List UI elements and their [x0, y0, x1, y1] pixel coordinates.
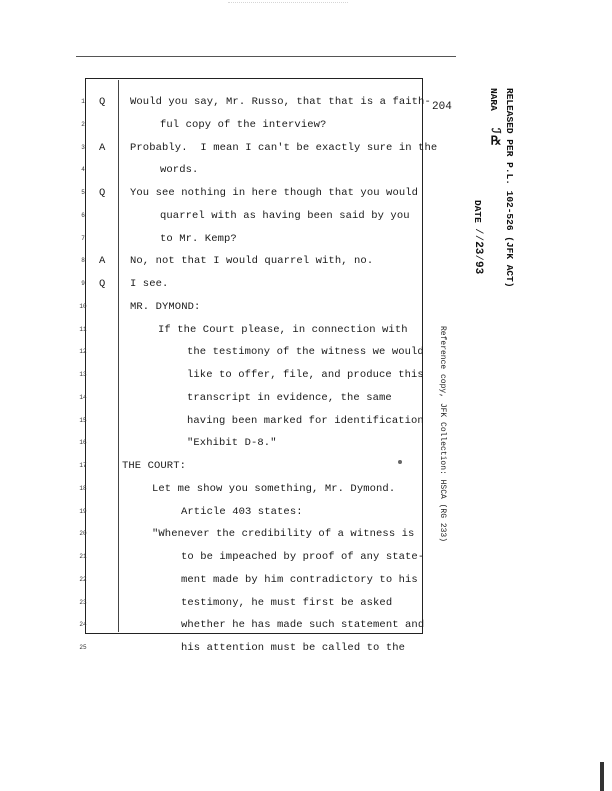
line-number: 9 — [81, 280, 85, 287]
line-number: 17 — [79, 462, 87, 469]
transcript-line-text: Probably. I mean I can't be exactly sure in the — [130, 141, 438, 154]
transcript-line-text: Would you say, Mr. Russo, that that is a faith- — [130, 96, 431, 108]
scan-edge-mark — [600, 762, 604, 791]
transcript-line-text: testimony, he must first be asked — [181, 596, 393, 609]
transcript-line-text: having been marked for identification — [187, 414, 424, 427]
top-rule — [76, 56, 456, 57]
line-number: 11 — [79, 325, 87, 333]
line-number: 2 — [81, 120, 85, 128]
line-number: 8 — [81, 257, 85, 265]
line-number: 23 — [79, 598, 87, 606]
line-number: 14 — [79, 393, 87, 401]
transcript-line-text: ment made by him contradictory to his — [181, 573, 418, 586]
line-number: 5 — [81, 189, 85, 196]
speaker-marker: Q — [99, 96, 106, 108]
line-number: 12 — [79, 348, 87, 356]
line-number: 21 — [79, 553, 87, 560]
line-number: 19 — [79, 507, 87, 515]
transcript-line-text: Let me show you something, Mr. Dymond. — [152, 482, 396, 495]
line-number: 20 — [79, 530, 87, 538]
speaker-marker: A — [99, 255, 106, 268]
transcript-line-text: I see. — [130, 278, 169, 290]
transcript-line-text: No, not that I would quarrel with, no. — [130, 255, 374, 268]
transcript-line-text: like to offer, file, and produce this — [187, 369, 424, 381]
transcript-line-text: to Mr. Kemp? — [160, 232, 237, 245]
transcript-line-text: "Whenever the credibility of a witness is — [152, 528, 415, 541]
transcript-line-text: transcript in evidence, the same — [187, 391, 392, 404]
release-stamp-line-1: RELEASED PER P.L. 102-526 (JFK ACT) — [504, 88, 515, 288]
line-number: 4 — [81, 166, 85, 174]
line-number: 16 — [79, 439, 87, 447]
transcript-line-text: ful copy of the interview? — [160, 118, 327, 131]
transcript-line-text: Article 403 states: — [181, 505, 303, 518]
page-number: 204 — [432, 101, 452, 113]
transcript-line-text: "Exhibit D-8." — [187, 437, 277, 450]
release-stamp-date-handwriting: ⁄⁄23⁄93 — [472, 228, 484, 275]
speaker-marker: A — [99, 141, 106, 154]
line-number: 18 — [79, 484, 87, 492]
release-stamp-date-label: DATE — [472, 200, 483, 223]
transcript-line-text: If the Court please, in connection with — [158, 323, 408, 336]
reference-note: Reference copy, JFK Collection: HSCA (RG 233) — [438, 326, 447, 543]
line-number: 6 — [81, 211, 85, 219]
transcript-line-text: the testimony of the witness we would — [187, 346, 424, 359]
line-number: 13 — [79, 371, 87, 378]
line-number: 25 — [79, 644, 87, 651]
speaker-marker: Q — [99, 278, 106, 290]
transcript-line-text: whether he has made such statement and — [181, 619, 425, 632]
line-number: 10 — [79, 302, 87, 310]
speaker-margin-rule — [118, 80, 119, 632]
line-number: 3 — [81, 143, 85, 151]
transcript-line-text: to be impeached by proof of any state- — [181, 551, 425, 563]
faint-header-marks — [228, 2, 348, 11]
line-number: 7 — [81, 234, 85, 242]
transcript-line-text: words. — [160, 164, 199, 177]
transcript-line-text: You see nothing in here though that you would — [130, 187, 419, 199]
transcript-line-text: his attention must be called to the — [181, 642, 406, 654]
line-number: 24 — [79, 621, 87, 629]
line-number: 22 — [79, 575, 87, 583]
transcript-line-text: THE COURT: — [122, 460, 187, 472]
line-number: 1 — [81, 98, 85, 105]
speaker-marker: Q — [99, 187, 106, 199]
release-stamp-nara: NARA — [488, 88, 499, 111]
transcript-line-text: quarrel with as having been said by you — [160, 209, 410, 222]
line-number: 15 — [79, 416, 87, 424]
ink-smudge — [398, 460, 402, 464]
release-stamp-initials: ℐ℞ — [488, 128, 502, 148]
transcript-line-text: MR. DYMOND: — [130, 300, 201, 313]
release-stamp — [472, 88, 560, 288]
